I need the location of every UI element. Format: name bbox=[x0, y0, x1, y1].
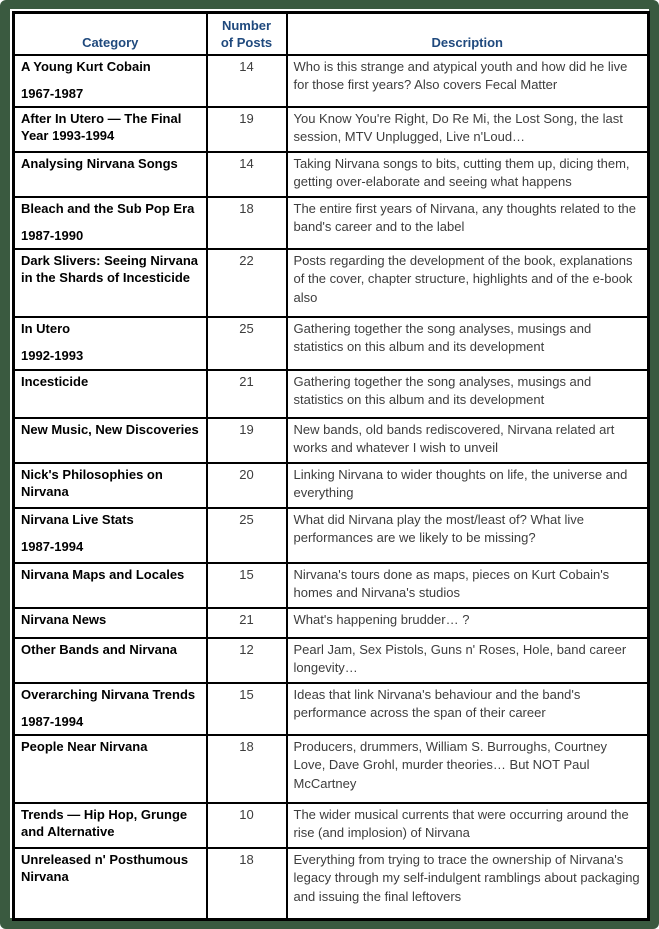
posts-cell: 10 bbox=[207, 803, 287, 848]
category-title: Other Bands and Nirvana bbox=[21, 641, 178, 657]
category-cell bbox=[14, 735, 207, 803]
table-row bbox=[14, 55, 649, 107]
category-title: Nick's Philosophies on Nirvana bbox=[21, 466, 163, 500]
posts-cell: 14 bbox=[207, 55, 287, 107]
posts-cell: 22 bbox=[207, 249, 287, 317]
category-title: Incesticide bbox=[21, 373, 89, 389]
page-sheet bbox=[10, 9, 649, 918]
category-cell bbox=[14, 508, 207, 563]
category-title: Unreleased n' Posthumous Nirvana bbox=[21, 851, 189, 885]
posts-cell: 19 bbox=[207, 418, 287, 463]
table-row bbox=[14, 803, 649, 848]
table-row bbox=[14, 508, 649, 563]
table-row bbox=[14, 735, 649, 803]
description-cell: The wider musical currents that were occurring around the rise (and implosion) of Nirvana bbox=[287, 803, 649, 848]
description-cell: Nirvana's tours done as maps, pieces on Kurt Cobain's homes and Nirvana's studios bbox=[287, 563, 649, 608]
category-title: In Utero bbox=[21, 320, 71, 336]
description-cell: You Know You're Right, Do Re Mi, the Lost Song, the last session, MTV Unplugged, Live n'Loud… bbox=[287, 107, 649, 152]
category-cell bbox=[14, 563, 207, 608]
category-cell bbox=[14, 370, 207, 418]
table-row bbox=[14, 463, 649, 508]
table-row bbox=[14, 563, 649, 608]
category-title: Bleach and the Sub Pop Era bbox=[21, 200, 195, 216]
category-title: Dark Slivers: Seeing Nirvana in the Shards of Incesticide bbox=[21, 252, 199, 286]
category-title: After In Utero — The Final Year 1993-1994 bbox=[21, 110, 182, 144]
description-cell: Producers, drummers, William S. Burroughs, Courtney Love, Dave Grohl, murder theories… But NOT Paul McCartney bbox=[287, 735, 649, 803]
category-cell bbox=[14, 803, 207, 848]
posts-cell: 21 bbox=[207, 370, 287, 418]
posts-cell: 20 bbox=[207, 463, 287, 508]
col-header-number-of-posts bbox=[207, 13, 287, 55]
table-row bbox=[14, 683, 649, 735]
category-years: 1987-1990 bbox=[21, 228, 84, 244]
category-cell bbox=[14, 463, 207, 508]
category-years: 1992-1993 bbox=[21, 348, 84, 364]
posts-cell: 18 bbox=[207, 848, 287, 920]
posts-cell: 25 bbox=[207, 317, 287, 370]
category-years: 1967-1987 bbox=[21, 86, 84, 102]
posts-cell: 15 bbox=[207, 563, 287, 608]
category-title: Nirvana News bbox=[21, 611, 107, 627]
description-cell: Who is this strange and atypical youth and how did he live for those first years? Also covers Fecal Matter bbox=[287, 55, 649, 107]
category-title: Nirvana Live Stats bbox=[21, 511, 134, 527]
header-row bbox=[14, 13, 649, 55]
table-row bbox=[14, 418, 649, 463]
description-cell: Posts regarding the development of the book, explanations of the cover, chapter structure, highlights and of the e-book also bbox=[287, 249, 649, 317]
description-cell: Gathering together the song analyses, musings and statistics on this album and its development bbox=[287, 317, 649, 370]
category-cell bbox=[14, 683, 207, 735]
table-row bbox=[14, 370, 649, 418]
table-row bbox=[14, 317, 649, 370]
description-cell: What did Nirvana play the most/least of? What live performances are we likely to be missing? bbox=[287, 508, 649, 563]
description-cell: Everything from trying to trace the ownership of Nirvana's legacy through my self-indulgent ramblings about packaging and issuing the final leftovers bbox=[287, 848, 649, 920]
table-row bbox=[14, 249, 649, 317]
table-row bbox=[14, 152, 649, 197]
category-title: A Young Kurt Cobain bbox=[21, 58, 151, 74]
table-row bbox=[14, 197, 649, 249]
posts-cell: 12 bbox=[207, 638, 287, 683]
posts-cell: 25 bbox=[207, 508, 287, 563]
category-title: New Music, New Discoveries bbox=[21, 421, 199, 437]
blog-category-table bbox=[12, 11, 650, 921]
col-header-description: Description bbox=[287, 13, 649, 55]
category-cell bbox=[14, 848, 207, 920]
table-row bbox=[14, 608, 649, 638]
category-title: Analysing Nirvana Songs bbox=[21, 155, 178, 171]
category-cell bbox=[14, 249, 207, 317]
posts-cell: 18 bbox=[207, 197, 287, 249]
category-years: 1987-1994 bbox=[21, 714, 84, 730]
category-title: Nirvana Maps and Locales bbox=[21, 566, 185, 582]
category-cell bbox=[14, 608, 207, 638]
table-row bbox=[14, 638, 649, 683]
posts-cell: 21 bbox=[207, 608, 287, 638]
category-cell bbox=[14, 197, 207, 249]
description-cell: What's happening brudder… ? bbox=[287, 608, 649, 638]
description-cell: Ideas that link Nirvana's behaviour and the band's performance across the span of their career bbox=[287, 683, 649, 735]
category-cell bbox=[14, 638, 207, 683]
posts-cell: 18 bbox=[207, 735, 287, 803]
col-header-category: Category bbox=[14, 13, 207, 55]
description-cell: Gathering together the song analyses, musings and statistics on this album and its development bbox=[287, 370, 649, 418]
col-header-posts-line2: of Posts bbox=[220, 34, 273, 50]
category-cell bbox=[14, 55, 207, 107]
category-cell bbox=[14, 317, 207, 370]
category-cell bbox=[14, 418, 207, 463]
description-cell: Pearl Jam, Sex Pistols, Guns n' Roses, Hole, band career longevity… bbox=[287, 638, 649, 683]
posts-cell: 19 bbox=[207, 107, 287, 152]
description-cell: The entire first years of Nirvana, any thoughts related to the band's career and to the label bbox=[287, 197, 649, 249]
category-cell bbox=[14, 152, 207, 197]
description-cell: Linking Nirvana to wider thoughts on life, the universe and everything bbox=[287, 463, 649, 508]
posts-cell: 14 bbox=[207, 152, 287, 197]
category-title: Trends — Hip Hop, Grunge and Alternative bbox=[21, 806, 188, 840]
table-row bbox=[14, 848, 649, 920]
category-cell bbox=[14, 107, 207, 152]
category-title: People Near Nirvana bbox=[21, 738, 148, 754]
posts-cell: 15 bbox=[207, 683, 287, 735]
description-cell: Taking Nirvana songs to bits, cutting them up, dicing them, getting over-elaborate and seeing what happens bbox=[287, 152, 649, 197]
category-years: 1987-1994 bbox=[21, 539, 84, 555]
description-cell: New bands, old bands rediscovered, Nirvana related art works and whatever I wish to unveil bbox=[287, 418, 649, 463]
table-row bbox=[14, 107, 649, 152]
col-header-posts-line1: Number bbox=[221, 17, 272, 33]
category-title: Overarching Nirvana Trends bbox=[21, 686, 196, 702]
